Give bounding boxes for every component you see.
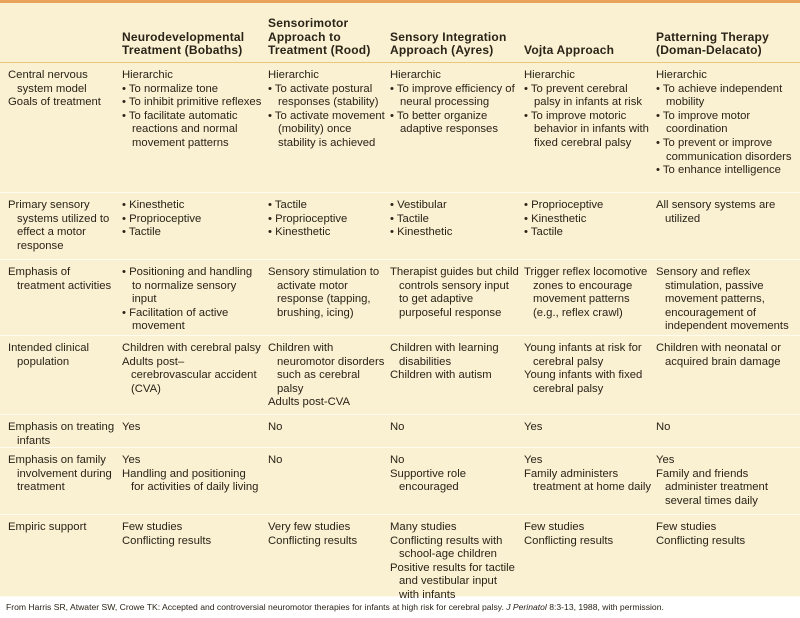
cell-text: Yes bbox=[524, 421, 543, 433]
bullet-item: • To achieve independent mobility bbox=[656, 82, 783, 109]
table-cell bbox=[122, 69, 262, 151]
table-row bbox=[0, 193, 800, 260]
bullet-item: • To improve motoric behavior in infants with fixed cerebral palsy bbox=[524, 109, 649, 149]
column-header: Patterning Therapy (Doman-Delacato) bbox=[656, 29, 769, 58]
table-row bbox=[0, 415, 800, 448]
footnote-journal: J Perinatol bbox=[506, 602, 547, 612]
table-cell bbox=[656, 454, 796, 508]
table-cell bbox=[390, 454, 520, 495]
table-cell bbox=[390, 266, 520, 320]
row-label bbox=[8, 342, 118, 369]
cell-text: Few studies bbox=[524, 521, 585, 533]
cell-text: Young infants with fixed cerebral palsy bbox=[524, 369, 643, 395]
cell-text: Family administers treatment at home daily bbox=[524, 467, 652, 494]
cell-text: Yes bbox=[122, 421, 141, 433]
cell-text: Hierarchic bbox=[524, 69, 575, 81]
cell-text: Children with neonatal or acquired brain damage bbox=[656, 342, 781, 368]
cell-text: Trigger reflex locomotive zones to encourage movement patterns (e.g., reflex crawl) bbox=[524, 266, 648, 319]
bullet-item: • Kinesthetic bbox=[122, 199, 185, 211]
table-row bbox=[0, 336, 800, 415]
bullet-item: • To inhibit primitive reflexes bbox=[122, 96, 262, 109]
table-cell bbox=[390, 199, 520, 240]
cell-text: Hierarchic bbox=[122, 69, 173, 81]
bullet-item: • Tactile bbox=[268, 199, 307, 211]
cell-text: Many studies bbox=[390, 521, 457, 533]
cell-text: Adults post–cerebrovascular accident (CVA) bbox=[122, 355, 257, 395]
column-header: Vojta Approach bbox=[524, 43, 615, 58]
table-cell bbox=[656, 199, 796, 226]
cell-text: Hierarchic bbox=[268, 69, 319, 81]
column-header: Sensory Integration Approach (Ayres) bbox=[390, 29, 507, 58]
bullet-item: • To prevent cerebral palsy in infants at risk bbox=[524, 82, 642, 109]
row-label-line: Intended clinical population bbox=[8, 342, 90, 368]
table-cell bbox=[524, 199, 652, 240]
cell-text: Conflicting results bbox=[122, 534, 212, 547]
bullet-item: • Kinesthetic bbox=[524, 212, 587, 225]
row-label-line: Empiric support bbox=[8, 521, 87, 533]
cell-text: Few studies bbox=[122, 521, 183, 533]
cell-text: Yes bbox=[524, 454, 543, 466]
cell-text: No bbox=[390, 454, 405, 466]
table-row bbox=[0, 260, 800, 336]
cell-text: Conflicting results with school-age children bbox=[390, 534, 503, 561]
cell-text: Conflicting results bbox=[656, 534, 746, 547]
row-label-line: Emphasis on treating infants bbox=[8, 421, 115, 447]
table-cell bbox=[524, 69, 652, 151]
cell-text: No bbox=[656, 421, 671, 433]
table-cell bbox=[122, 421, 262, 435]
table-cell bbox=[268, 69, 386, 151]
cell-text: Hierarchic bbox=[390, 69, 441, 81]
cell-text: Family and friends administer treatment several times daily bbox=[656, 467, 768, 507]
table-cell bbox=[268, 266, 386, 320]
table-cell bbox=[390, 421, 520, 435]
cell-text: Conflicting results bbox=[268, 534, 358, 547]
cell-text: Adults post-CVA bbox=[268, 396, 351, 409]
bullet-item: • To improve efficiency of neural processing bbox=[390, 82, 515, 109]
table-cell bbox=[268, 342, 386, 410]
cell-text: No bbox=[268, 454, 283, 466]
table-cell bbox=[524, 521, 652, 548]
table-cell bbox=[268, 521, 386, 548]
cell-text: Supportive role encouraged bbox=[390, 467, 466, 494]
cell-text: Yes bbox=[122, 454, 141, 466]
table-cell bbox=[122, 521, 262, 548]
bullet-item: • Vestibular bbox=[390, 199, 447, 211]
cell-text: Very few studies bbox=[268, 521, 351, 533]
table-cell bbox=[656, 421, 796, 435]
table-cell bbox=[656, 521, 796, 548]
table-cell bbox=[524, 454, 652, 495]
table-cell bbox=[390, 69, 520, 137]
cell-text: No bbox=[268, 421, 283, 433]
cell-text: Sensory and reflex stimulation, passive movement patterns, encouragement of independent movements bbox=[656, 266, 789, 333]
footnote-text: From Harris SR, Atwater SW, Crowe TK: Accepted and controversial neuromotor therapies for infants at high risk for cerebral palsy. bbox=[6, 602, 507, 612]
bullet-item: • Tactile bbox=[390, 212, 429, 225]
cell-text: Handling and positioning for activities of daily living bbox=[122, 467, 259, 494]
table-cell bbox=[268, 199, 386, 240]
row-label-line: Central nervous system model bbox=[8, 69, 88, 95]
cell-text: Positive results for tactile and vestibular input with infants bbox=[390, 561, 515, 601]
cell-text: Children with autism bbox=[390, 369, 492, 382]
table-cell bbox=[268, 421, 386, 435]
row-label bbox=[8, 521, 118, 535]
row-label bbox=[8, 199, 118, 253]
cell-text: Few studies bbox=[656, 521, 717, 533]
bullet-item: • To facilitate automatic reactions and normal movement patterns bbox=[122, 109, 238, 149]
table-cell bbox=[122, 342, 262, 396]
bullet-item: • Facilitation of active movement bbox=[122, 306, 229, 333]
cell-text: Children with cerebral palsy bbox=[122, 342, 261, 354]
row-label-line: Emphasis on family involvement during treatment bbox=[8, 454, 112, 494]
cell-text: All sensory systems are utilized bbox=[656, 199, 776, 225]
row-label bbox=[8, 69, 118, 110]
cell-text: Hierarchic bbox=[656, 69, 707, 81]
bullet-item: • To enhance intelligence bbox=[656, 164, 781, 177]
row-label-line: Goals of treatment bbox=[8, 96, 101, 109]
table-cell bbox=[656, 266, 796, 334]
table-cell bbox=[656, 69, 796, 178]
bullet-item: • Proprioceptive bbox=[524, 199, 604, 211]
cell-text: Children with learning disabilities bbox=[390, 342, 499, 368]
column-header: Sensorimotor Approach to Treatment (Rood) bbox=[268, 16, 371, 58]
cell-text: Therapist guides but child controls sensory input to get adaptive purposeful response bbox=[390, 266, 519, 319]
cell-text: Conflicting results bbox=[524, 534, 614, 547]
header-row bbox=[0, 3, 800, 63]
table-cell bbox=[524, 266, 652, 320]
table-cell bbox=[122, 199, 262, 240]
bullet-item: • Tactile bbox=[122, 226, 161, 239]
table-cell bbox=[524, 421, 652, 435]
table-cell bbox=[656, 342, 796, 369]
bullet-item: • Tactile bbox=[524, 226, 563, 239]
cell-text: No bbox=[390, 421, 405, 433]
cell-text: Sensory stimulation to activate motor response (tapping, brushing, icing) bbox=[268, 266, 380, 319]
table-cell bbox=[524, 342, 652, 396]
bullet-item: • To normalize tone bbox=[122, 82, 219, 95]
bullet-item: • Proprioceptive bbox=[122, 212, 202, 225]
bullet-item: • To activate postural responses (stability) bbox=[268, 82, 379, 109]
bullet-item: • To improve motor coordination bbox=[656, 109, 751, 136]
row-label bbox=[8, 454, 118, 495]
cell-text: Young infants at risk for cerebral palsy bbox=[524, 342, 642, 368]
row-label-line: Emphasis of treatment activities bbox=[8, 266, 112, 292]
bullet-item: • To prevent or improve communication disorders bbox=[656, 136, 792, 163]
table-row bbox=[0, 448, 800, 515]
bullet-item: • To better organize adaptive responses bbox=[390, 109, 498, 136]
footnote-text-end: 8:3-13, 1988, with permission. bbox=[546, 602, 664, 612]
table-row bbox=[0, 63, 800, 193]
row-label bbox=[8, 421, 118, 448]
bullet-item: • Kinesthetic bbox=[390, 226, 453, 239]
bullet-item: • Positioning and handling to normalize sensory input bbox=[122, 266, 253, 306]
table-cell bbox=[390, 342, 520, 383]
table-row bbox=[0, 515, 800, 601]
table-cell bbox=[390, 521, 520, 603]
bullet-item: • Kinesthetic bbox=[268, 226, 331, 239]
table-cell bbox=[122, 454, 262, 495]
column-header: Neurodevelopmental Treatment (Bobaths) bbox=[122, 29, 245, 58]
source-footnote bbox=[6, 602, 664, 612]
bullet-item: • Proprioceptive bbox=[268, 212, 348, 225]
bullet-item: • To activate movement (mobility) once stability is achieved bbox=[268, 109, 385, 149]
row-label bbox=[8, 266, 118, 293]
row-label-line: Primary sensory systems utilized to effect a motor response bbox=[8, 199, 110, 252]
table-cell bbox=[122, 266, 262, 334]
cell-text: Yes bbox=[656, 454, 675, 466]
table-cell bbox=[268, 454, 386, 468]
cell-text: Children with neuromotor disorders such as cerebral palsy bbox=[268, 342, 385, 395]
